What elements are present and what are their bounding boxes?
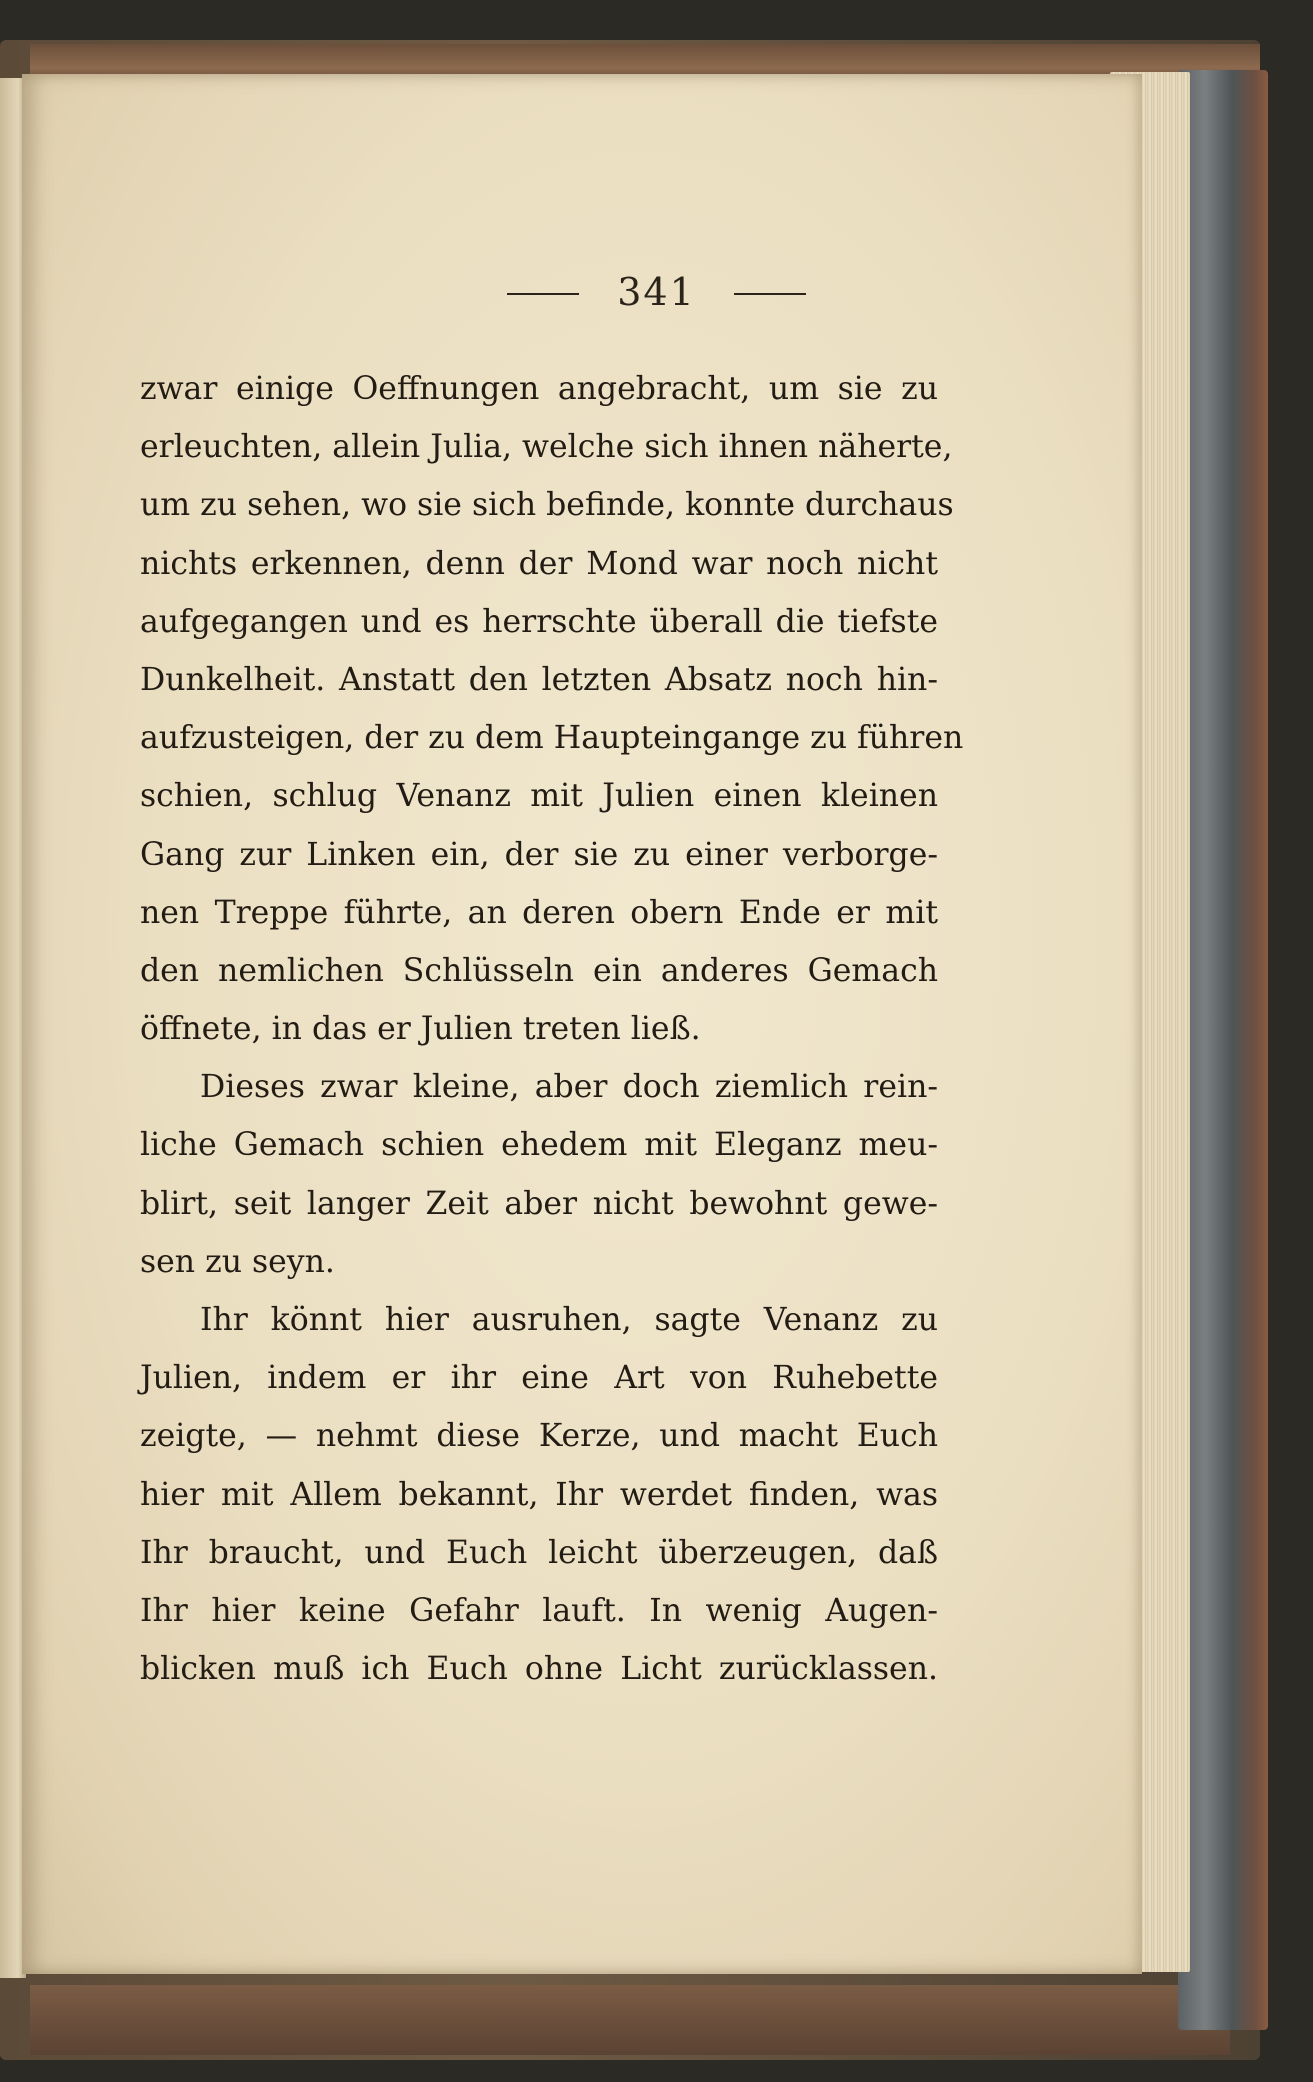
body-text	[140, 360, 964, 1698]
page-header	[0, 270, 1313, 314]
cover-right-edge	[1178, 70, 1268, 2030]
text-line: um zu sehen, wo sie sich befinde, konnte durchaus	[140, 487, 954, 524]
page-number: 341	[617, 270, 696, 314]
text-line: öffnete, in das er Julien treten ließ.	[140, 1011, 701, 1048]
text-line: hier mit Allem bekannt, Ihr werdet finden, was	[140, 1476, 938, 1513]
text-line: zwar einige Oeffnungen angebracht, um sie zu	[140, 371, 938, 407]
text-line: Dunkelheit. Anstatt den letzten Absatz noch hin-	[140, 661, 938, 698]
text-line: Ihr hier keine Gefahr lauft. In wenig Augen-	[140, 1592, 938, 1629]
text-line: Julien, indem er ihr eine Art von Ruhebette	[140, 1360, 938, 1397]
text-line: den nemlichen Schlüsseln ein anderes Gemach	[140, 952, 938, 989]
text-line: blicken muß ich Euch ohne Licht zurücklassen.	[140, 1651, 938, 1688]
text-line: aufgegangen und es herrschte überall die tiefste	[140, 603, 938, 640]
text-line: Dieses zwar kleine, aber doch ziemlich rein-	[200, 1069, 938, 1106]
text-line: liche Gemach schien ehedem mit Eleganz meu-	[140, 1127, 938, 1164]
text-line: nen Treppe führte, an deren obern Ende er mit	[140, 894, 938, 931]
text-line: Ihr könnt hier ausruhen, sagte Venanz zu	[200, 1302, 938, 1338]
text-line: schien, schlug Venanz mit Julien einen kleinen	[140, 778, 938, 815]
header-rule-left	[507, 293, 579, 295]
text-line: Ihr braucht, und Euch leicht überzeugen, daß	[140, 1534, 938, 1571]
text-line: Gang zur Linken ein, der sie zu einer verborge-	[140, 836, 938, 873]
text-line: erleuchten, allein Julia, welche sich ihnen näherte,	[140, 429, 953, 466]
text-line: nichts erkennen, denn der Mond war noch nicht	[140, 545, 938, 582]
cover-bottom-edge	[30, 1985, 1230, 2055]
text-line: zeigte, — nehmt diese Kerze, und macht Euch	[140, 1418, 938, 1455]
header-rule-right	[734, 293, 806, 295]
text-line: blirt, seit langer Zeit aber nicht bewohnt gewe-	[140, 1185, 938, 1222]
text-line: aufzusteigen, der zu dem Haupteingange zu führen	[140, 720, 964, 757]
text-line: sen zu seyn.	[140, 1243, 335, 1280]
